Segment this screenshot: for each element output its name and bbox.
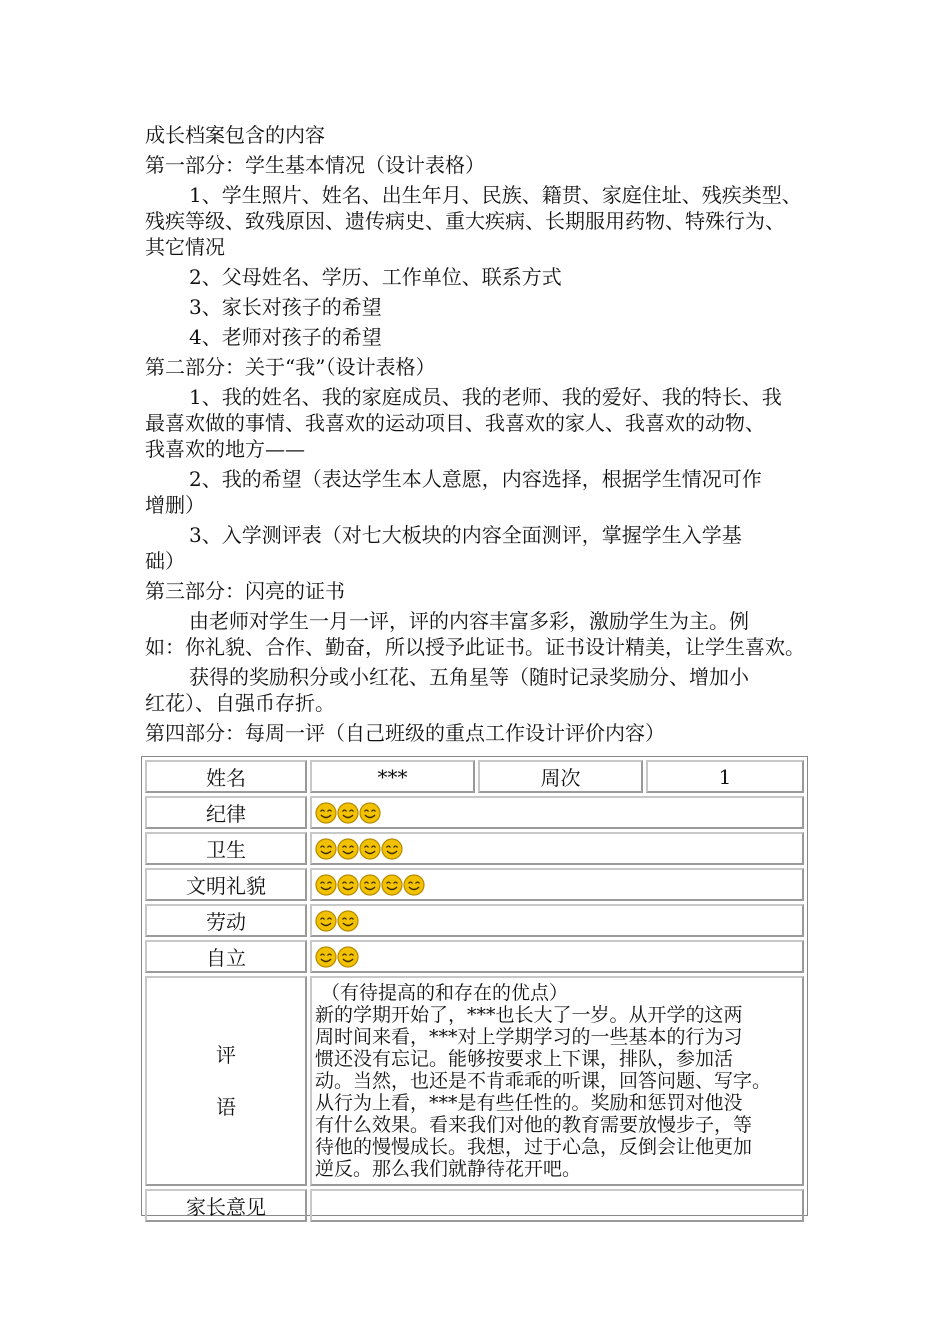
- part4-heading: 第四部分：每周一评（自己班级的重点工作设计评价内容）: [145, 721, 665, 745]
- comment-line: 有什么效果。看来我们对他的教育需要放慢步子，等: [315, 1114, 753, 1136]
- comment-line: 周时间来看，***对上学期学习的一些基本的行为习: [315, 1026, 743, 1048]
- rating-label-independence: 自立: [145, 940, 307, 973]
- name-value: ***: [310, 760, 475, 793]
- part3-para1-line2: 如：你礼貌、合作、勤奋，所以授予此证书。证书设计精美，让学生喜欢。: [145, 635, 805, 659]
- comment-line: 逆反。那么我们就静待花开吧。: [315, 1158, 582, 1180]
- rating-label-discipline: 纪律: [145, 796, 307, 829]
- comment-label-char-2: 语: [216, 1095, 236, 1119]
- smiley-icon: [337, 838, 359, 860]
- rating-labor: [310, 904, 804, 937]
- doc-title: 成长档案包含的内容: [145, 123, 325, 147]
- comment-line: 新的学期开始了，***也长大了一岁。从开学的这两: [315, 1004, 743, 1026]
- rating-discipline: [310, 796, 804, 829]
- document-body: [145, 122, 815, 746]
- parent-opinion-label: 家长意见: [145, 1189, 307, 1222]
- part3-para2-line2: 红花）、自强币存折。: [145, 691, 335, 715]
- smiley-icon: [315, 874, 337, 896]
- comment-line: 从行为上看，***是有些任性的。奖励和惩罚对他没: [315, 1092, 743, 1114]
- rating-independence: [310, 940, 804, 973]
- comment-label: [145, 976, 307, 1186]
- part1-item1-line1: 1、学生照片、姓名、出生年月、民族、籍贯、家庭住址、残疾类型、: [189, 183, 802, 207]
- part2-item2-line2: 增删）: [145, 493, 205, 517]
- part2-item1-line3: 我喜欢的地方——: [145, 437, 305, 461]
- smiley-icon: [381, 874, 403, 896]
- name-label: 姓名: [145, 760, 307, 793]
- rating-label-courtesy: 文明礼貌: [145, 868, 307, 901]
- part2-item1-line1: 1、我的姓名、我的家庭成员、我的老师、我的爱好、我的特长、我: [189, 385, 782, 409]
- rating-label-hygiene: 卫生: [145, 832, 307, 865]
- comment-line: 待他的慢慢成长。我想，过于心急，反倒会让他更加: [315, 1136, 753, 1158]
- part2-item3-line2: 础）: [145, 549, 185, 573]
- rating-hygiene: [310, 832, 804, 865]
- smiley-icon: [359, 838, 381, 860]
- part3-heading: 第三部分：闪亮的证书: [145, 579, 345, 603]
- comment-note: （有待提高的和存在的优点）: [321, 982, 569, 1004]
- weekly-evaluation-table: [141, 756, 808, 1219]
- smiley-icon: [337, 874, 359, 896]
- smiley-icon: [381, 838, 403, 860]
- part1-item2: 2、父母姓名、学历、工作单位、联系方式: [189, 265, 562, 289]
- comment-label-char-1: 评: [216, 1043, 236, 1067]
- smiley-icon: [315, 838, 337, 860]
- smiley-icon: [315, 910, 337, 932]
- parent-opinion-field: [310, 1189, 804, 1222]
- part2-item1-line2: 最喜欢做的事情、我喜欢的运动项目、我喜欢的家人、我喜欢的动物、: [145, 411, 765, 435]
- smiley-icon: [359, 874, 381, 896]
- smiley-icon: [337, 910, 359, 932]
- part3-para1-line1: 由老师对学生一月一评，评的内容丰富多彩，激励学生为主。例: [189, 609, 749, 633]
- smiley-icon: [337, 946, 359, 968]
- smiley-icon: [359, 802, 381, 824]
- week-label: 周次: [478, 760, 643, 793]
- smiley-icon: [315, 802, 337, 824]
- comment-line: 惯还没有忘记。能够按要求上下课，排队，参加活: [315, 1048, 734, 1070]
- part1-item1-line2: 残疾等级、致残原因、遗传病史、重大疾病、长期服用药物、特殊行为、: [145, 209, 785, 233]
- rating-label-labor: 劳动: [145, 904, 307, 937]
- week-value: 1: [646, 760, 804, 793]
- part3-para2-line1: 获得的奖励积分或小红花、五角星等（随时记录奖励分、增加小: [189, 665, 749, 689]
- part1-item1-line3: 其它情况: [145, 235, 225, 259]
- smiley-icon: [337, 802, 359, 824]
- smiley-icon: [315, 946, 337, 968]
- rating-courtesy: [310, 868, 804, 901]
- part1-item3: 3、家长对孩子的希望: [189, 295, 382, 319]
- part2-heading: 第二部分：关于“我”（设计表格）: [145, 355, 436, 379]
- comment-line: 动。当然，也还是不肯乖乖的听课，回答问题、写字。: [315, 1070, 772, 1092]
- part2-item3-line1: 3、入学测评表（对七大板块的内容全面测评，掌握学生入学基: [189, 523, 742, 547]
- comment-body: [310, 976, 804, 1186]
- part1-item4: 4、老师对孩子的希望: [189, 325, 382, 349]
- part2-item2-line1: 2、我的希望（表达学生本人意愿，内容选择，根据学生情况可作: [189, 467, 762, 491]
- part1-heading: 第一部分：学生基本情况（设计表格）: [145, 153, 485, 177]
- smiley-icon: [403, 874, 425, 896]
